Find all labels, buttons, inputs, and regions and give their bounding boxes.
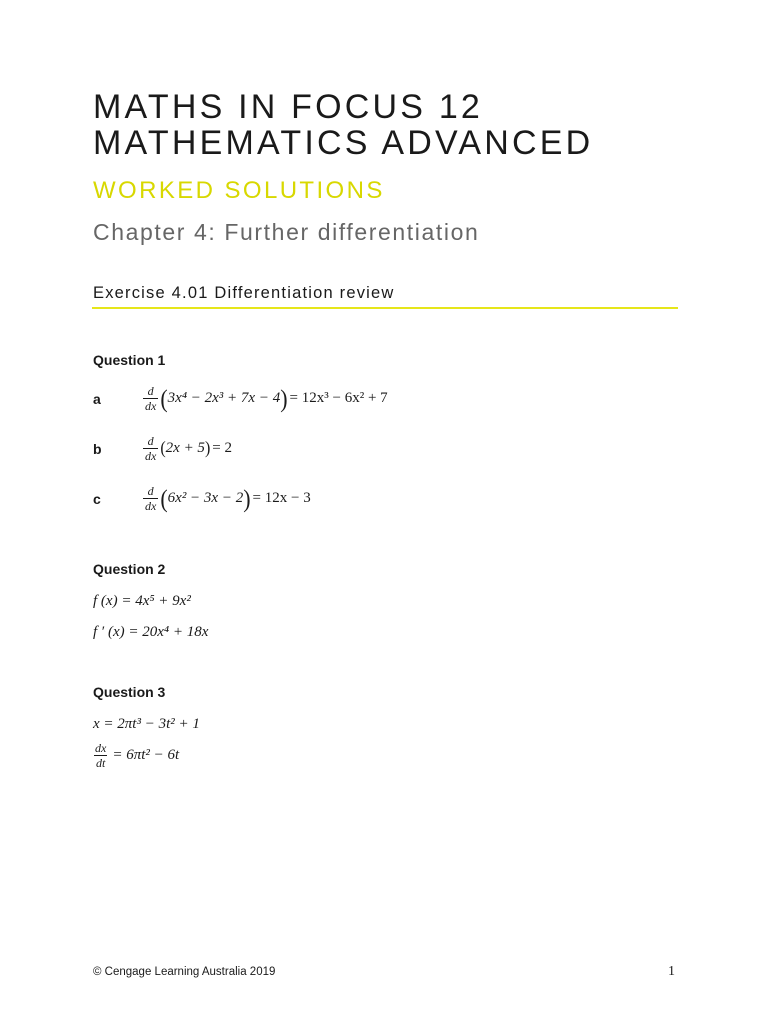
q1c-result: = 12x − 3	[252, 490, 311, 506]
question-2-heading: Question 2	[93, 561, 166, 577]
part-a-label: a	[93, 391, 101, 407]
chapter-heading: Chapter 4: Further differentiation	[93, 219, 480, 245]
q1a-equation: $\frac{d}{dx}$ ( 3x⁴ − 2x³ + 7x − 4 ) = 12x³ − 6x² + 7	[145, 383, 388, 413]
derivative-operator: $\frac{dx}{dt}$	[95, 741, 107, 770]
copyright-notice: © Cengage Learning Australia 2019	[93, 966, 276, 978]
q1a-expression: 3x⁴ − 2x³ + 7x − 4	[167, 390, 281, 406]
section-divider	[92, 307, 678, 309]
title-line-1: MATHS IN FOCUS 12	[93, 88, 484, 126]
q1c-equation: $\frac{d}{dx}$ ( 6x² − 3x − 2 ) = 12x − 3	[145, 483, 311, 513]
q3-derivative-result: = 6πt² − 6t	[112, 747, 180, 763]
part-b-label: b	[93, 441, 102, 457]
derivative-operator: $\frac{d}{dx}$	[145, 434, 157, 463]
worked-solutions-subtitle: WORKED SOLUTIONS	[93, 177, 385, 204]
q1b-expression: 2x + 5	[165, 440, 205, 456]
q2-function: f (x) = 4x⁵ + 9x²	[93, 593, 191, 609]
derivative-operator: $\frac{d}{dx}$	[145, 484, 157, 513]
question-1-heading: Question 1	[93, 352, 166, 368]
q1b-result: = 2	[212, 440, 232, 456]
part-c-label: c	[93, 491, 101, 507]
q2-derivative: f ′ (x) = 20x⁴ + 18x	[93, 624, 209, 640]
q1b-equation: $\frac{d}{dx}$ ( 2x + 5 ) = 2	[145, 434, 232, 463]
title-line-2: MATHEMATICS ADVANCED	[93, 124, 594, 162]
q1c-expression: 6x² − 3x − 2	[167, 490, 244, 506]
page-number: 1	[668, 964, 675, 979]
q1a-result: = 12x³ − 6x² + 7	[289, 390, 388, 406]
q3-derivative	[93, 741, 179, 770]
q3-function: x = 2πt³ − 3t² + 1	[93, 716, 200, 732]
derivative-operator: $\frac{d}{dx}$	[145, 384, 157, 413]
exercise-heading: Exercise 4.01 Differentiation review	[93, 284, 395, 302]
question-3-heading: Question 3	[93, 684, 166, 700]
